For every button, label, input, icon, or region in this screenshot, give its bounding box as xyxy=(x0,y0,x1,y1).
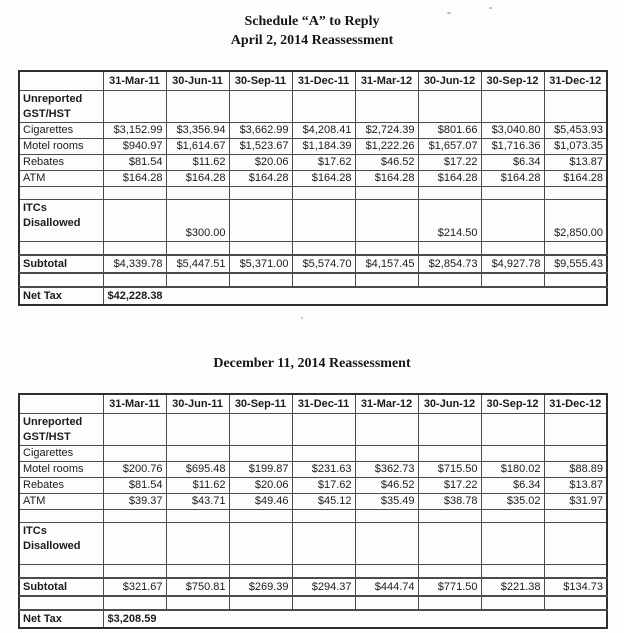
table-cell xyxy=(355,90,418,122)
table-cell: $9,555.43 xyxy=(544,255,607,273)
table-cell: $4,157.45 xyxy=(355,255,418,273)
table-cell xyxy=(481,186,544,199)
table-cell xyxy=(229,509,292,522)
table-cell xyxy=(229,564,292,578)
spacer-row xyxy=(19,273,607,287)
table-cell xyxy=(544,564,607,578)
table-cell: $771.50 xyxy=(418,578,481,596)
table-cell: $1,716.36 xyxy=(481,138,544,154)
table-cell xyxy=(103,509,166,522)
table-cell: $1,657.07 xyxy=(418,138,481,154)
table-cell: $38.78 xyxy=(418,493,481,509)
table-cell: $164.28 xyxy=(229,170,292,186)
table-cell: $4,208.41 xyxy=(292,122,355,138)
table-cell xyxy=(166,509,229,522)
row-label-rebates: Rebates xyxy=(19,477,103,493)
table-cell xyxy=(292,445,355,461)
table-cell: $1,073.35 xyxy=(544,138,607,154)
table-cell: $134.73 xyxy=(544,578,607,596)
table-cell: $801.66 xyxy=(418,122,481,138)
table-cell: $164.28 xyxy=(481,170,544,186)
table-cell: $43.71 xyxy=(166,493,229,509)
table-cell xyxy=(544,273,607,287)
table-cell xyxy=(103,90,166,122)
table-cell xyxy=(103,445,166,461)
table-cell: $2,724.39 xyxy=(355,122,418,138)
scan-speckle xyxy=(301,317,303,319)
row-label-itcs-disallowed: ITCs Disallowed xyxy=(19,199,103,241)
spacer-row xyxy=(19,241,607,255)
scan-speckle xyxy=(447,12,451,14)
spacer-label-cell xyxy=(19,596,103,610)
table-cell: $1,614.67 xyxy=(166,138,229,154)
column-header-31-dec-12: 31-Dec-12 xyxy=(544,71,607,91)
column-header-31-dec-12: 31-Dec-12 xyxy=(544,394,607,414)
table-cell xyxy=(103,273,166,287)
table-cell xyxy=(103,596,166,610)
table-cell xyxy=(292,241,355,255)
table-cell xyxy=(103,241,166,255)
table-cell xyxy=(418,564,481,578)
row-label-unreported-gst-hst: Unreported GST/HST xyxy=(19,413,103,445)
table-december-2014-reassessment xyxy=(18,393,608,629)
row-label-cigarettes: Cigarettes xyxy=(19,445,103,461)
table-cell: $17.62 xyxy=(292,154,355,170)
table-row-rebates xyxy=(19,477,607,493)
column-header-31-mar-12: 31-Mar-12 xyxy=(355,71,418,91)
net-tax-value: $42,228.38 xyxy=(103,287,607,305)
table-row-subtotal xyxy=(19,578,607,596)
table-row-itcs-disallowed xyxy=(19,199,607,241)
table-cell: $1,184.39 xyxy=(292,138,355,154)
table-cell: $164.28 xyxy=(355,170,418,186)
row-label-motel-rooms: Motel rooms xyxy=(19,138,103,154)
table-cell: $49.46 xyxy=(229,493,292,509)
column-header-30-sep-12: 30-Sep-12 xyxy=(481,71,544,91)
table-cell xyxy=(103,564,166,578)
table-cell xyxy=(481,413,544,445)
column-header-31-dec-11: 31-Dec-11 xyxy=(292,71,355,91)
table-cell xyxy=(103,413,166,445)
table-cell xyxy=(544,522,607,564)
table-april-2014-reassessment xyxy=(18,70,608,306)
table-row-net-tax xyxy=(19,610,607,628)
table-cell: $221.38 xyxy=(481,578,544,596)
table-cell xyxy=(418,445,481,461)
table-cell: $269.39 xyxy=(229,578,292,596)
table-cell: $11.62 xyxy=(166,477,229,493)
table-cell xyxy=(481,273,544,287)
spacer-row xyxy=(19,564,607,578)
table-cell xyxy=(418,596,481,610)
table-cell: $200.76 xyxy=(103,461,166,477)
table-cell xyxy=(292,564,355,578)
table-cell: $5,574.70 xyxy=(292,255,355,273)
table-cell: $300.00 xyxy=(166,199,229,241)
table-row-itcs-disallowed xyxy=(19,522,607,564)
row-label-itcs-disallowed: ITCs Disallowed xyxy=(19,522,103,564)
table-cell: $13.87 xyxy=(544,477,607,493)
table-cell: $31.97 xyxy=(544,493,607,509)
table-cell xyxy=(292,273,355,287)
row-label-subtotal: Subtotal xyxy=(19,255,103,273)
scan-speckle xyxy=(528,588,530,590)
table-cell: $164.28 xyxy=(103,170,166,186)
table-cell: $17.22 xyxy=(418,154,481,170)
row-label-subtotal: Subtotal xyxy=(19,578,103,596)
table-cell xyxy=(481,522,544,564)
column-header-30-jun-12: 30-Jun-12 xyxy=(418,394,481,414)
table-cell xyxy=(481,90,544,122)
table-cell xyxy=(355,522,418,564)
table-cell xyxy=(229,186,292,199)
column-header-31-mar-11: 31-Mar-11 xyxy=(103,394,166,414)
table-cell: $3,356.94 xyxy=(166,122,229,138)
column-header-31-mar-12: 31-Mar-12 xyxy=(355,394,418,414)
table-cell: $35.49 xyxy=(355,493,418,509)
table-cell: $3,040.80 xyxy=(481,122,544,138)
table2-title: December 11, 2014 Reassessment xyxy=(213,355,411,371)
spacer-label-cell xyxy=(19,186,103,199)
row-label-net-tax: Net Tax xyxy=(19,287,103,305)
spacer-label-cell xyxy=(19,509,103,522)
column-header-30-sep-11: 30-Sep-11 xyxy=(229,71,292,91)
table-cell xyxy=(355,186,418,199)
table-cell xyxy=(166,186,229,199)
table-row-motel-rooms xyxy=(19,138,607,154)
table-cell: $5,447.51 xyxy=(166,255,229,273)
table-cell xyxy=(166,413,229,445)
table-cell xyxy=(166,241,229,255)
table-cell xyxy=(544,445,607,461)
table-cell: $164.28 xyxy=(544,170,607,186)
table-row-subtotal xyxy=(19,255,607,273)
table-cell xyxy=(166,596,229,610)
table-cell xyxy=(229,241,292,255)
table-cell xyxy=(481,564,544,578)
title-line-1: Schedule “A” to Reply xyxy=(244,14,380,29)
table-cell xyxy=(544,596,607,610)
table-row-atm xyxy=(19,170,607,186)
table-cell xyxy=(481,509,544,522)
table-cell xyxy=(229,413,292,445)
table-cell xyxy=(544,90,607,122)
row-label-unreported-gst-hst: Unreported GST/HST xyxy=(19,90,103,122)
table-cell: $88.89 xyxy=(544,461,607,477)
table-cell xyxy=(418,413,481,445)
table-row-rebates xyxy=(19,154,607,170)
table-cell xyxy=(355,199,418,241)
column-header-empty xyxy=(19,71,103,91)
table-row-cigarettes xyxy=(19,445,607,461)
table-cell: $294.37 xyxy=(292,578,355,596)
table-cell xyxy=(229,199,292,241)
column-header-30-jun-12: 30-Jun-12 xyxy=(418,71,481,91)
table-cell xyxy=(103,186,166,199)
column-header-31-dec-11: 31-Dec-11 xyxy=(292,394,355,414)
table-cell xyxy=(166,273,229,287)
column-header-30-jun-11: 30-Jun-11 xyxy=(166,394,229,414)
table-cell xyxy=(292,186,355,199)
table-cell xyxy=(418,186,481,199)
spacer-row xyxy=(19,186,607,199)
table-cell: $750.81 xyxy=(166,578,229,596)
table-header-row xyxy=(19,394,607,414)
table-cell: $17.62 xyxy=(292,477,355,493)
table-cell: $39.37 xyxy=(103,493,166,509)
table-cell xyxy=(544,241,607,255)
table-cell xyxy=(355,445,418,461)
table-cell: $715.50 xyxy=(418,461,481,477)
table-cell: $6.34 xyxy=(481,477,544,493)
table-cell: $4,339.78 xyxy=(103,255,166,273)
net-tax-value: $3,208.59 xyxy=(103,610,607,628)
table-cell xyxy=(292,90,355,122)
table-cell: $180.02 xyxy=(481,461,544,477)
table-cell: $321.67 xyxy=(103,578,166,596)
table-cell: $20.06 xyxy=(229,477,292,493)
table-cell xyxy=(292,596,355,610)
table-header-row xyxy=(19,71,607,91)
spacer-label-cell xyxy=(19,273,103,287)
table-row-unreported-gst-hst xyxy=(19,413,607,445)
table-cell: $164.28 xyxy=(292,170,355,186)
column-header-empty xyxy=(19,394,103,414)
table-cell xyxy=(229,273,292,287)
table-cell xyxy=(544,186,607,199)
table-cell: $164.28 xyxy=(166,170,229,186)
title-line-2: April 2, 2014 Reassessment xyxy=(230,32,394,48)
table-cell: $362.73 xyxy=(355,461,418,477)
table-cell: $164.28 xyxy=(418,170,481,186)
column-header-30-sep-12: 30-Sep-12 xyxy=(481,394,544,414)
spacer-label-cell xyxy=(19,241,103,255)
table-cell: $2,854.73 xyxy=(418,255,481,273)
table-cell: $17.22 xyxy=(418,477,481,493)
table-cell xyxy=(292,413,355,445)
table-cell xyxy=(418,241,481,255)
table-cell: $3,662.99 xyxy=(229,122,292,138)
table-cell: $46.52 xyxy=(355,154,418,170)
column-header-30-jun-11: 30-Jun-11 xyxy=(166,71,229,91)
table-cell: $214.50 xyxy=(418,199,481,241)
table-cell xyxy=(103,522,166,564)
table-cell: $5,453.93 xyxy=(544,122,607,138)
row-label-net-tax: Net Tax xyxy=(19,610,103,628)
table-cell xyxy=(355,509,418,522)
table-cell xyxy=(229,90,292,122)
table-row-atm xyxy=(19,493,607,509)
table-cell xyxy=(481,241,544,255)
table-cell xyxy=(292,522,355,564)
row-label-motel-rooms: Motel rooms xyxy=(19,461,103,477)
table-cell xyxy=(418,522,481,564)
table-cell: $35.02 xyxy=(481,493,544,509)
table-cell xyxy=(229,445,292,461)
table-cell: $81.54 xyxy=(103,154,166,170)
table-cell: $940.97 xyxy=(103,138,166,154)
table-cell xyxy=(292,509,355,522)
table-cell: $45.12 xyxy=(292,493,355,509)
table-cell: $1,222.26 xyxy=(355,138,418,154)
table-cell: $2,850.00 xyxy=(544,199,607,241)
table-cell xyxy=(166,564,229,578)
table-cell xyxy=(355,596,418,610)
table-cell: $231.63 xyxy=(292,461,355,477)
table-cell: $444.74 xyxy=(355,578,418,596)
document-title xyxy=(0,13,624,51)
spacer-label-cell xyxy=(19,564,103,578)
table-cell xyxy=(544,413,607,445)
table-cell xyxy=(418,90,481,122)
table-cell: $46.52 xyxy=(355,477,418,493)
table-cell xyxy=(355,273,418,287)
table-cell xyxy=(418,273,481,287)
table-cell xyxy=(166,445,229,461)
table-cell xyxy=(355,564,418,578)
table-cell xyxy=(355,241,418,255)
table-cell xyxy=(292,199,355,241)
row-label-atm: ATM xyxy=(19,170,103,186)
table-cell xyxy=(481,445,544,461)
table-row-cigarettes xyxy=(19,122,607,138)
spacer-row xyxy=(19,596,607,610)
table-cell: $11.62 xyxy=(166,154,229,170)
table-cell xyxy=(481,199,544,241)
table-cell xyxy=(229,522,292,564)
row-label-atm: ATM xyxy=(19,493,103,509)
scan-speckle xyxy=(489,7,492,9)
table-cell xyxy=(544,509,607,522)
table-row-unreported-gst-hst xyxy=(19,90,607,122)
table-cell xyxy=(481,596,544,610)
row-label-rebates: Rebates xyxy=(19,154,103,170)
table-cell: $6.34 xyxy=(481,154,544,170)
column-header-30-sep-11: 30-Sep-11 xyxy=(229,394,292,414)
table-cell: $81.54 xyxy=(103,477,166,493)
table-cell: $1,523.67 xyxy=(229,138,292,154)
table-cell: $199.87 xyxy=(229,461,292,477)
table-cell: $695.48 xyxy=(166,461,229,477)
column-header-31-mar-11: 31-Mar-11 xyxy=(103,71,166,91)
table-cell xyxy=(103,199,166,241)
table-cell: $3,152.99 xyxy=(103,122,166,138)
table-cell xyxy=(355,413,418,445)
table-cell xyxy=(166,522,229,564)
table-cell: $13.87 xyxy=(544,154,607,170)
table-cell xyxy=(166,90,229,122)
table-cell: $20.06 xyxy=(229,154,292,170)
table-cell: $5,371.00 xyxy=(229,255,292,273)
table-row-net-tax xyxy=(19,287,607,305)
table-cell xyxy=(418,509,481,522)
table-cell xyxy=(229,596,292,610)
spacer-row xyxy=(19,509,607,522)
row-label-cigarettes: Cigarettes xyxy=(19,122,103,138)
table-cell: $4,927.78 xyxy=(481,255,544,273)
table-row-motel-rooms xyxy=(19,461,607,477)
